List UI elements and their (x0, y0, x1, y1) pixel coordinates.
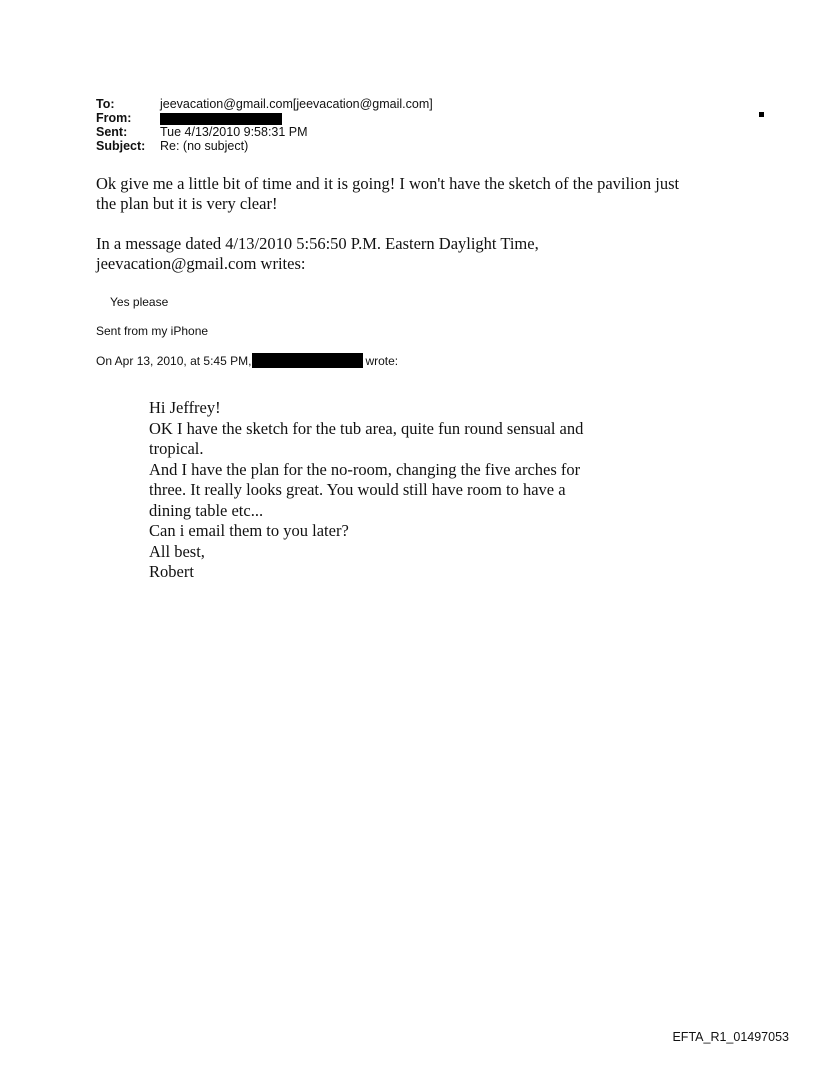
sent-value: Tue 4/13/2010 9:58:31 PM (160, 125, 308, 139)
sent-from-signature: Sent from my iPhone (96, 324, 209, 338)
body-line: Ok give me a little bit of time and it is going! I won't have the sketch of the pavilion just (96, 174, 680, 193)
to-label: To: (96, 97, 115, 111)
document-id: EFTA_R1_01497053 (672, 1030, 789, 1044)
quoted-line: And I have the plan for the no-room, changing the five arches for (149, 459, 581, 479)
quoted-line: three. It really looks great. You would still have room to have a (149, 480, 566, 499)
message-body (96, 174, 736, 274)
to-value: jeevacation@gmail.com[jeevacation@gmail.com] (160, 97, 433, 111)
from-row (96, 111, 433, 125)
quote-intro-line: In a message dated 4/13/2010 5:56:50 P.M. Eastern Daylight Time, (96, 234, 539, 253)
to-row (96, 97, 433, 111)
email-header (96, 97, 433, 153)
subject-value: Re: (no subject) (160, 139, 249, 153)
body-line: the plan but it is very clear! (96, 194, 278, 213)
subject-row (96, 139, 433, 153)
quoted-line: Hi Jeffrey! (149, 398, 221, 417)
subject-label: Subject: (96, 139, 146, 153)
quoted-message (149, 398, 649, 583)
quote-intro-line: jeevacation@gmail.com writes: (96, 254, 306, 273)
corner-mark (759, 112, 764, 117)
quoted-line: OK I have the sketch for the tub area, quite fun round sensual and (149, 418, 584, 438)
quoted-line: All best, (149, 541, 205, 561)
redaction-block (160, 113, 282, 125)
sent-label: Sent: (96, 125, 128, 139)
attribution-suffix: wrote: (365, 353, 399, 368)
quoted-line: Robert (149, 562, 194, 581)
redaction-block (252, 353, 363, 368)
reply-attribution (96, 353, 398, 368)
attribution-prefix: On Apr 13, 2010, at 5:45 PM, (96, 353, 252, 368)
quoted-line: dining table etc... (149, 500, 264, 520)
quoted-line: Can i email them to you later? (149, 521, 349, 540)
reply-text: Yes please (110, 295, 169, 309)
quoted-line: tropical. (149, 439, 204, 458)
from-label: From: (96, 111, 132, 125)
sent-row (96, 125, 433, 139)
